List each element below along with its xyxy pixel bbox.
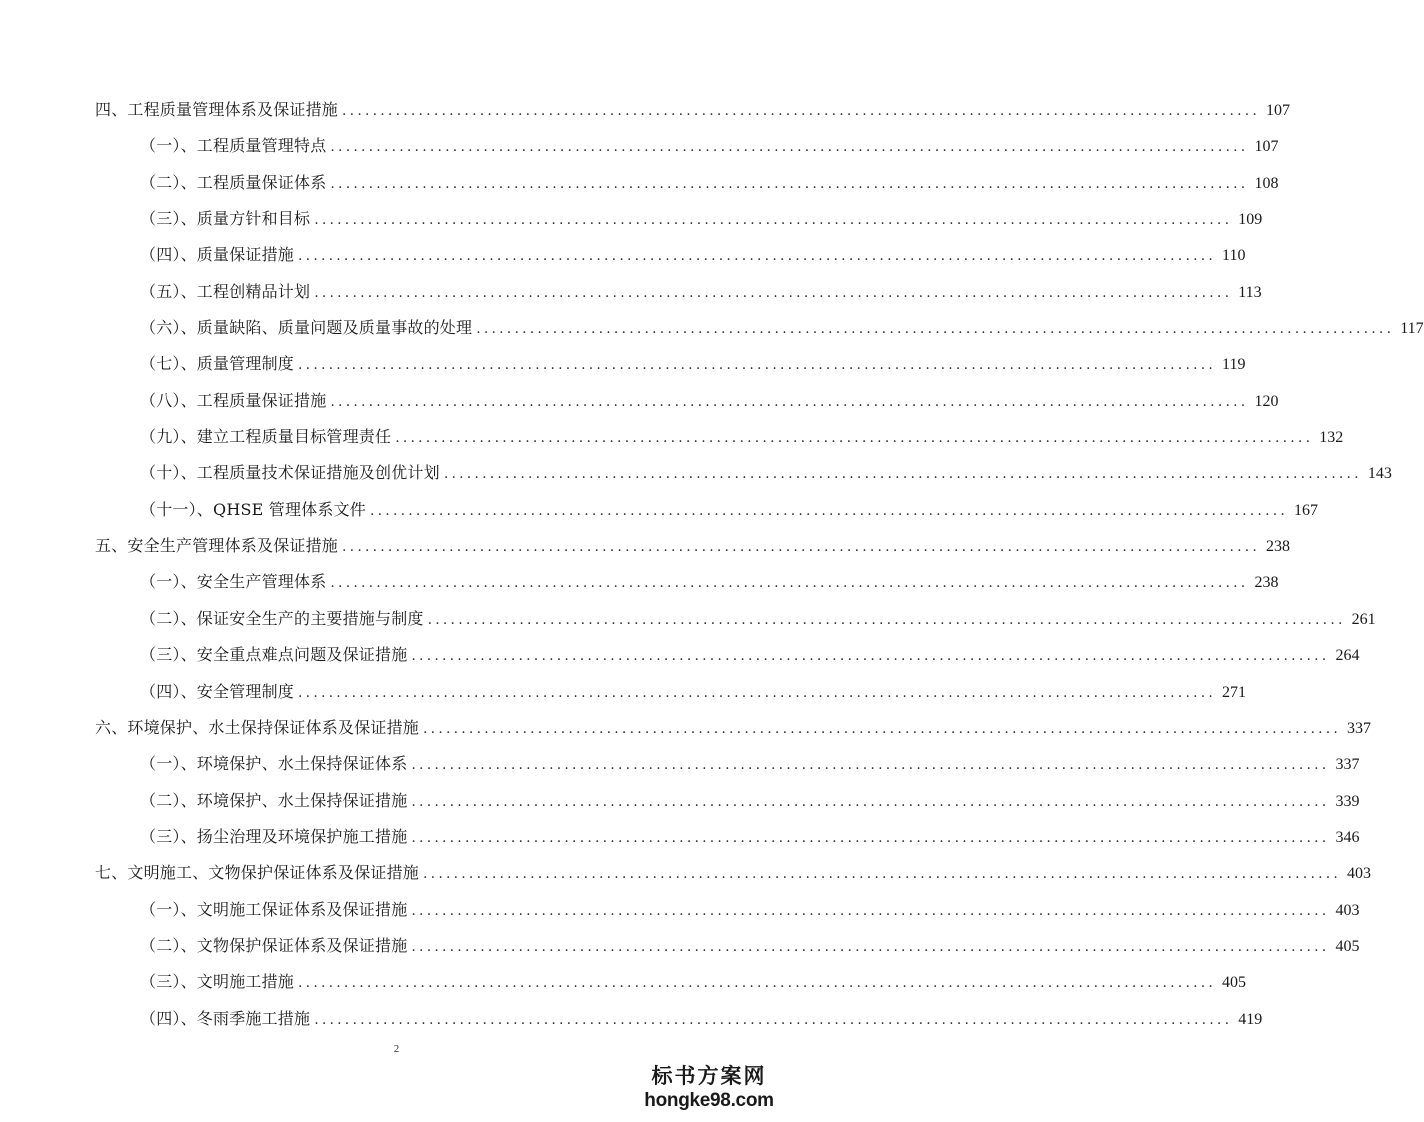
toc-entry-page: 117 bbox=[1400, 320, 1424, 338]
toc-leader-dots: ........................................................................................................................ bbox=[370, 502, 1289, 519]
toc-entry-title: （三）、质量方针和目标 bbox=[140, 209, 311, 229]
toc-leader-dots: ........................................................................................................................ bbox=[342, 539, 1261, 556]
toc-entry[interactable] bbox=[95, 383, 1279, 419]
toc-leader-dots: ........................................................................................................................ bbox=[314, 284, 1233, 301]
toc-leader-dots: ........................................................................................................................ bbox=[314, 1011, 1233, 1028]
toc-entry[interactable] bbox=[95, 492, 1319, 528]
toc-entry-page: 405 bbox=[1335, 937, 1360, 955]
toc-entry-page: 405 bbox=[1222, 974, 1247, 992]
toc-entry[interactable] bbox=[95, 346, 1246, 382]
toc-leader-dots: ........................................................................................................................ bbox=[411, 793, 1330, 810]
toc-entry-title: 五、安全生产管理体系及保证措施 bbox=[95, 536, 339, 556]
toc-entry-page: 109 bbox=[1238, 211, 1263, 229]
toc-entry[interactable] bbox=[95, 637, 1360, 673]
toc-entry[interactable] bbox=[95, 674, 1247, 710]
toc-entry-title: （四）、冬雨季施工措施 bbox=[140, 1008, 311, 1028]
toc-entry-page: 119 bbox=[1222, 356, 1246, 374]
toc-entry-title: （三）、安全重点难点问题及保证措施 bbox=[140, 645, 408, 665]
toc-entry-title: （十一）、QHSE 管理体系文件 bbox=[140, 499, 366, 519]
toc-entry[interactable] bbox=[95, 964, 1247, 1000]
page-number: 2 bbox=[393, 1043, 400, 1055]
site-watermark bbox=[639, 1063, 779, 1113]
toc-leader-dots: ........................................................................................................................ bbox=[298, 684, 1217, 701]
toc-entry-page: 346 bbox=[1335, 828, 1360, 846]
toc-entry-title: （一）、环境保护、水土保持保证体系 bbox=[140, 754, 408, 774]
toc-entry[interactable] bbox=[95, 237, 1246, 273]
toc-entry-page: 107 bbox=[1254, 138, 1279, 156]
toc-entry-page: 238 bbox=[1266, 538, 1291, 556]
toc-entry-title: （二）、环境保护、水土保持保证措施 bbox=[140, 790, 408, 810]
toc-leader-dots: ........................................................................................................................ bbox=[476, 321, 1395, 338]
toc-leader-dots: ........................................................................................................................ bbox=[423, 720, 1342, 737]
toc-entry-page: 110 bbox=[1222, 247, 1246, 265]
toc-entry-page: 403 bbox=[1335, 901, 1360, 919]
toc-entry-page: 419 bbox=[1238, 1010, 1263, 1028]
toc-entry[interactable] bbox=[95, 819, 1360, 855]
toc-entry-title: （三）、扬尘治理及环境保护施工措施 bbox=[140, 826, 408, 846]
toc-entry-page: 264 bbox=[1335, 647, 1360, 665]
toc-leader-dots: ........................................................................................................................ bbox=[330, 175, 1249, 192]
toc-leader-dots: ........................................................................................................................ bbox=[411, 938, 1330, 955]
toc-entry-title: （九）、建立工程质量目标管理责任 bbox=[140, 427, 392, 447]
toc-entry-title: （七）、质量管理制度 bbox=[140, 354, 295, 374]
toc-entry-title: （一）、安全生产管理体系 bbox=[140, 572, 327, 592]
toc-entry[interactable] bbox=[95, 201, 1263, 237]
toc-entry-page: 337 bbox=[1335, 756, 1360, 774]
toc-entry-title: （五）、工程创精品计划 bbox=[140, 281, 311, 301]
toc-entry[interactable] bbox=[95, 128, 1279, 164]
toc-entry[interactable] bbox=[95, 564, 1279, 600]
toc-entry-page: 120 bbox=[1254, 392, 1279, 410]
toc-entry-title: （二）、保证安全生产的主要措施与制度 bbox=[140, 608, 424, 628]
toc-entry-page: 132 bbox=[1319, 429, 1344, 447]
toc-leader-dots: ........................................................................................................................ bbox=[342, 103, 1261, 119]
toc-entry[interactable] bbox=[95, 601, 1376, 637]
toc-leader-dots: ........................................................................................................................ bbox=[330, 393, 1249, 410]
toc-entry[interactable] bbox=[95, 783, 1360, 819]
toc-entry-page: 238 bbox=[1254, 574, 1279, 592]
toc-entry[interactable] bbox=[95, 892, 1360, 928]
toc-leader-dots: ........................................................................................................................ bbox=[423, 866, 1342, 883]
toc-entry-title: （四）、安全管理制度 bbox=[140, 681, 295, 701]
toc-entry-title: （三）、文明施工措施 bbox=[140, 972, 295, 992]
toc-entry-page: 337 bbox=[1347, 719, 1372, 737]
toc-leader-dots: ........................................................................................................................ bbox=[314, 212, 1233, 229]
toc-entry-title: （六）、质量缺陷、质量问题及质量事故的处理 bbox=[140, 318, 473, 338]
toc-entry-page: 403 bbox=[1347, 865, 1372, 883]
toc-entry-page: 108 bbox=[1254, 174, 1279, 192]
toc-entry[interactable] bbox=[95, 855, 1372, 891]
toc-entry[interactable] bbox=[95, 310, 1424, 346]
table-of-contents bbox=[95, 92, 1424, 1037]
toc-leader-dots: ........................................................................................................................ bbox=[395, 430, 1314, 447]
toc-entry[interactable] bbox=[95, 455, 1392, 491]
toc-entry[interactable] bbox=[95, 528, 1291, 564]
toc-leader-dots: ........................................................................................................................ bbox=[411, 648, 1330, 665]
toc-entry-page: 107 bbox=[1266, 102, 1291, 119]
toc-leader-dots: ........................................................................................................................ bbox=[298, 357, 1217, 374]
toc-leader-dots: ........................................................................................................................ bbox=[411, 902, 1330, 919]
toc-entry[interactable] bbox=[95, 746, 1360, 782]
toc-entry-page: 167 bbox=[1294, 501, 1319, 519]
toc-leader-dots: ........................................................................................................................ bbox=[411, 829, 1330, 846]
toc-leader-dots: ........................................................................................................................ bbox=[330, 575, 1249, 592]
toc-leader-dots: ........................................................................................................................ bbox=[298, 248, 1217, 265]
toc-leader-dots: ........................................................................................................................ bbox=[427, 611, 1346, 628]
watermark-site-name: 标书方案网 bbox=[651, 1063, 767, 1088]
toc-entry-page: 271 bbox=[1222, 683, 1247, 701]
toc-entry[interactable] bbox=[95, 92, 1291, 128]
toc-entry-title: （四）、质量保证措施 bbox=[140, 245, 295, 265]
toc-entry-title: 七、文明施工、文物保护保证体系及保证措施 bbox=[95, 863, 420, 883]
watermark-url: hongke98.com bbox=[644, 1090, 774, 1111]
toc-entry-page: 339 bbox=[1335, 792, 1360, 810]
toc-entry[interactable] bbox=[95, 274, 1262, 310]
toc-entry-title: 六、环境保护、水土保持保证体系及保证措施 bbox=[95, 717, 420, 737]
toc-entry-title: 四、工程质量管理体系及保证措施 bbox=[95, 100, 339, 119]
toc-entry-page: 113 bbox=[1238, 283, 1262, 301]
toc-entry[interactable] bbox=[95, 710, 1372, 746]
toc-entry-title: （二）、工程质量保证体系 bbox=[140, 172, 327, 192]
toc-entry[interactable] bbox=[95, 165, 1279, 201]
toc-entry-title: （二）、文物保护保证体系及保证措施 bbox=[140, 935, 408, 955]
toc-entry-title: （一）、工程质量管理特点 bbox=[140, 136, 327, 156]
toc-leader-dots: ........................................................................................................................ bbox=[411, 757, 1330, 774]
toc-entry-title: （一）、文明施工保证体系及保证措施 bbox=[140, 899, 408, 919]
toc-entry[interactable] bbox=[95, 928, 1360, 964]
toc-entry-page: 261 bbox=[1351, 610, 1376, 628]
toc-entry-title: （十）、工程质量技术保证措施及创优计划 bbox=[140, 463, 440, 483]
toc-leader-dots: ........................................................................................................................ bbox=[443, 466, 1362, 483]
toc-leader-dots: ........................................................................................................................ bbox=[330, 139, 1249, 156]
toc-leader-dots: ........................................................................................................................ bbox=[298, 975, 1217, 992]
toc-entry-page: 143 bbox=[1367, 465, 1392, 483]
toc-entry[interactable] bbox=[95, 419, 1344, 455]
toc-entry-title: （八）、工程质量保证措施 bbox=[140, 390, 327, 410]
toc-entry[interactable] bbox=[95, 1001, 1263, 1037]
